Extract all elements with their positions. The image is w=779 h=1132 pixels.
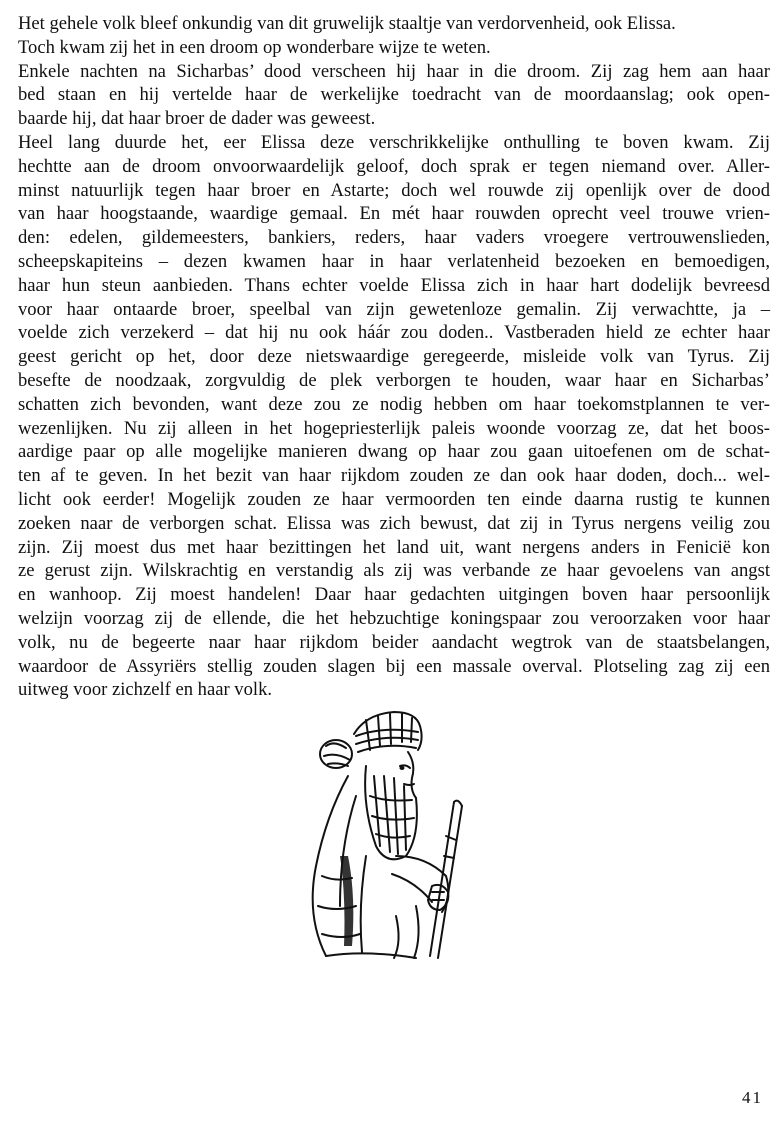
- text-line: schatten zich bevonden, want deze zou ze nodig hebben om haar toekomstplannen te ver-: [18, 393, 770, 415]
- text-line: zoeken naar de verborgen schat. Elissa was zich bewust, dat zij in Tyrus nergens veilig zou: [18, 512, 770, 534]
- text-line: bed staan en hij vertelde haar de werkelijke toedracht van de moordaanslag; ook open-: [18, 84, 770, 106]
- text-line: licht ook eerder! Mogelijk zouden ze haar vermoorden ten einde daarna rustig te kunnen: [18, 488, 770, 510]
- text-line: ze gerust zijn. Wilskrachtig en verstandig als zij was verbande ze haar gevoelens van angst: [18, 560, 770, 582]
- text-line: voelde zich verzekerd – dat hij nu ook háár zou doden.. Vastberaden hield ze echter haar: [18, 322, 770, 344]
- text-line: minst natuurlijk tegen haar broer en Astarte; doch wel rouwde zij openlijk over de dood: [18, 179, 770, 201]
- text-line: scheepskapiteins – dezen kwamen haar in haar verlatenheid bezoeken en bemoedigen,: [18, 250, 770, 272]
- text-line: Enkele nachten na Sicharbas’ dood verscheen hij haar in die droom. Zij zag hem aan haar: [18, 60, 770, 82]
- page-number: 41: [742, 1088, 763, 1107]
- text-line: ten af te geven. In het bezit van haar rijkdom zouden ze dan ook haar doden, doch... wel-: [18, 465, 770, 487]
- text-line: geest gericht op het, door deze nietswaardige geregeerde, misleide volk van Tyrus. Zij: [18, 346, 770, 368]
- text-line: Toch kwam zij het in een droom op wonderbare wijze te weten.: [18, 36, 491, 58]
- text-line: uitweg voor zichzelf en haar volk.: [18, 679, 273, 701]
- text-line: volk, nu de begeerte naar haar rijkdom beider aandacht wegtrok van de staatsbelangen,: [18, 631, 770, 653]
- text-line: haar hun steun aanbieden. Thans echter voelde Elissa zich in haar hart dodelijk bevreesd: [18, 274, 770, 296]
- text-line: Het gehele volk bleef onkundig van dit gruwelijk staaltje van verdorvenheid, ook Elissa.: [18, 13, 676, 34]
- text-line: waardoor de Assyriërs stellig zouden slagen bij een massale overval. Plotseling zag zij een: [18, 655, 770, 677]
- text-line: Heel lang duurde het, eer Elissa deze verschrikkelijke onthulling te boven kwam. Zij: [18, 131, 770, 153]
- text-line: van haar hoogstaande, waardige gemaal. En mét haar rouwden oprecht veel trouwe vrien-: [18, 203, 770, 225]
- text-line: welzijn voorzag zij de ellende, die het hebzuchtige koningspaar zou veroorzaken voor haar: [18, 607, 770, 629]
- text-line: wezenlijken. Nu zij alleen in het hogepriesterlijk paleis woonde voorzag ze, dat het boos-: [18, 417, 770, 439]
- body-text: [18, 12, 770, 702]
- text-line: hechtte aan de droom onvoorwaardelijk geloof, doch sprak er tegen niemand over. Aller-: [18, 155, 770, 177]
- text-line: zijn. Zij moest dus met haar bezittingen het land uit, want nergens anders in Fenicië kon: [18, 536, 770, 558]
- text-line: besefte de noodzaak, zorgvuldig de plek verborgen te houden, waar haar en Sicharbas’: [18, 369, 770, 391]
- text-line: baarde hij, dat haar broer de dader was geweest.: [18, 108, 376, 130]
- bearded-figure-drawing: [296, 706, 496, 964]
- text-line: en wanhoop. Zij moest handelen! Daar haar gedachten uitgingen boven haar persoonlijk: [18, 584, 770, 606]
- text-line: aardige paar op alle mogelijke manieren dwang op haar zou gaan uitoefenen om de schat-: [18, 441, 770, 463]
- figure-illustration: [296, 706, 496, 964]
- text-line: voor haar ontaarde broer, speelbal van zijn gewetenloze gemalin. Zij verwachtte, ja –: [18, 298, 770, 320]
- text-line: den: edelen, gildemeesters, bankiers, reders, haar vaders vroegere vertrouwenslieden,: [18, 227, 770, 249]
